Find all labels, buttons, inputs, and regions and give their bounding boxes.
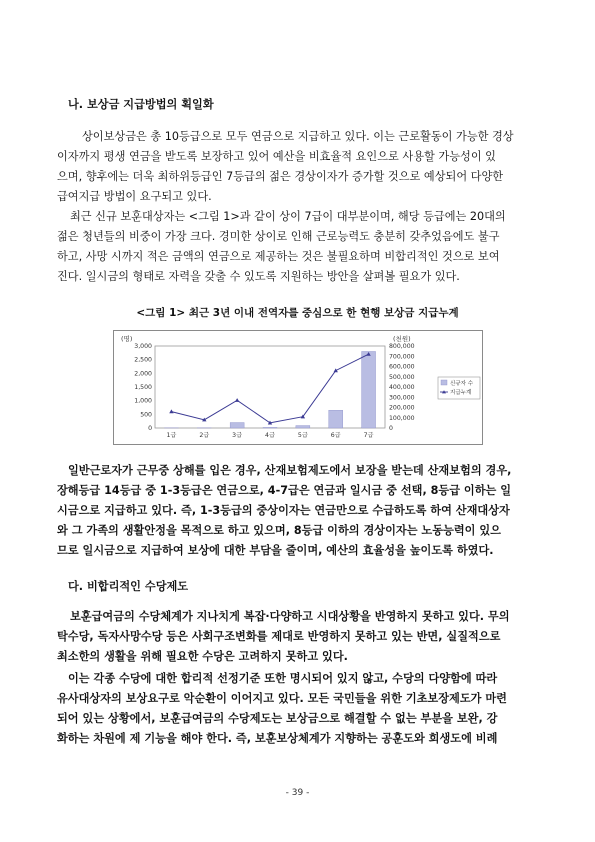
x-tick-label: 5급 xyxy=(297,432,308,439)
bar xyxy=(329,410,343,428)
right-tick-label: 700,000 xyxy=(389,353,415,361)
right-axis-unit: (천원) xyxy=(393,335,411,343)
right-tick-label: 500,000 xyxy=(389,373,415,381)
chart-legend xyxy=(438,377,480,399)
text-line: 화하는 차원에 제 기능을 해야 한다. 즉, 보훈보상체계가 지향하는 공훈도와 희생도에 비례 xyxy=(57,732,498,745)
compensation-chart xyxy=(113,330,483,445)
right-tick-label: 200,000 xyxy=(389,404,415,412)
text-line: 하고, 사망 시까지 적은 금액의 연금으로 제공하는 것은 불필요하며 비합리적인 것으로 보여 xyxy=(57,250,500,263)
text-line: 상이보상금은 총 10등급으로 모두 연금으로 지급하고 있다. 이는 근로활동이 가능한 경상 xyxy=(82,130,514,143)
right-tick-label: 100,000 xyxy=(389,414,415,422)
text-line: 유사대상자의 보상요구로 악순환이 이어지고 있다. 모든 국민들을 위한 기초보장제도가 마련 xyxy=(57,692,507,705)
bar xyxy=(263,427,277,428)
text-line: 와 그 가족의 생활안정을 목적으로 하고 있으며, 8등급 이하의 경상이자는 노동능력이 있으 xyxy=(57,524,501,537)
text-line: 시금으로 지급하고 있다. 즉, 1-3등급의 중상이자는 연금만으로 수급하도록 하여 산재대상자 xyxy=(57,504,510,517)
left-tick-label: 1,000 xyxy=(134,397,152,405)
x-tick-label: 6급 xyxy=(330,432,341,439)
left-tick-label: 0 xyxy=(148,425,152,432)
x-tick-label: 2급 xyxy=(199,432,210,439)
bar xyxy=(362,351,376,428)
section-heading-c: 다. 비합리적인 수당제도 xyxy=(68,580,189,593)
x-tick-label: 4급 xyxy=(265,432,275,439)
section-heading-b: 나. 보상금 지급방법의 획일화 xyxy=(68,98,214,111)
text-line: 일반근로자가 근무중 상해를 입은 경우, 산재보험제도에서 보장을 받는데 산재보험의 경우, xyxy=(68,464,512,477)
text-line: 보훈급여금의 수당체계가 지나치게 복잡·다양하고 시대상황을 반영하지 못하고 있다. 무의 xyxy=(70,610,510,623)
right-tick-label: 300,000 xyxy=(389,394,415,402)
text-line: 탁수당, 독자사망수당 등은 사회구조변화를 제대로 반영하지 못하고 있는 반면, 실질적으로 xyxy=(57,630,501,643)
left-tick-label: 2,000 xyxy=(134,370,152,378)
text-line: 으며, 향후에는 더욱 최하위등급인 7등급의 젊은 경상이자가 증가할 것으로 예상되어 다양한 xyxy=(57,170,504,183)
bar xyxy=(230,423,244,428)
left-tick-label: 2,500 xyxy=(134,356,152,364)
left-tick-label: 1,500 xyxy=(134,384,152,391)
text-line: 진다. 일시금의 형태로 자력을 갖출 수 있도록 지원하는 방안을 살펴볼 필요가 있다. xyxy=(57,270,460,283)
left-tick-label: 500 xyxy=(140,411,152,419)
text-line: 젊은 청년들의 비중이 가장 크다. 경미한 상이로 인해 근로능력도 충분히 갖추었음에도 불구 xyxy=(57,230,500,243)
legend-bar-label: 신규자 수 xyxy=(450,381,474,387)
text-line: 최근 신규 보훈대상자는 <그림 1>과 같이 상이 7급이 대부분이며, 해당 등급에는 20대의 xyxy=(70,210,506,223)
legend-line-label: 지급누계 xyxy=(450,390,472,396)
x-tick-label: 7급 xyxy=(363,432,374,439)
text-line: 되어 있는 상황에서, 보훈급여금의 수당제도는 보상금으로 해결할 수 없는 부분을 보완, 강 xyxy=(57,712,498,725)
x-tick-label: 3급 xyxy=(232,432,243,439)
text-line: 므로 일시금으로 지급하여 보상에 대한 부담을 줄이며, 예산의 효율성을 높이도록 하였다. xyxy=(57,544,494,557)
text-line: 이는 각종 수당에 대한 합리적 선정기준 또한 명시되어 있지 않고, 수당의 다양함에 따라 xyxy=(68,672,498,685)
right-tick-label: 800,000 xyxy=(389,343,415,350)
right-tick-label: 600,000 xyxy=(389,363,415,371)
page-number: - 39 - xyxy=(285,788,310,798)
text-line: 급여지급 방법이 요구되고 있다. xyxy=(57,190,212,203)
legend-bar-swatch xyxy=(441,380,447,385)
bar xyxy=(296,426,310,428)
figure-caption: <그림 1> 최근 3년 이내 전역자를 중심으로 한 현행 보상금 지급누계 xyxy=(136,307,459,319)
left-axis-unit: (명) xyxy=(121,335,133,343)
left-tick-label: 3,000 xyxy=(134,343,152,350)
x-tick-label: 1급 xyxy=(166,432,177,439)
right-axis-ticks xyxy=(389,343,415,432)
text-line: 장해등급 14등급 중 1-3등급은 연금으로, 4-7급은 연금과 일시금 중 선택, 8등급 이하는 일 xyxy=(57,484,512,497)
text-line: 최소한의 생활을 위해 필요한 수당은 고려하지 못하고 있다. xyxy=(57,650,348,663)
text-line: 이자까지 평생 연금을 받도록 보장하고 있어 예산을 비효율적 요인으로 사용할 가능성이 있 xyxy=(57,150,496,163)
right-tick-label: 0 xyxy=(389,425,393,432)
right-tick-label: 400,000 xyxy=(389,384,415,391)
